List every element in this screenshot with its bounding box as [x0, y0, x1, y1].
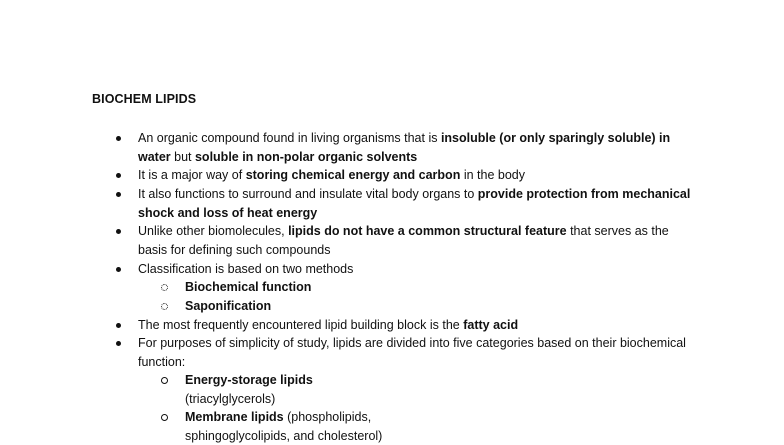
list-item: [138, 222, 698, 259]
sub-list-item: [185, 278, 705, 297]
item-text: Classification is based on two methods: [138, 262, 354, 276]
list-item: [138, 316, 698, 335]
item-text: The most frequently encountered lipid building block is the: [138, 318, 464, 332]
document-title: BIOCHEM LIPIDS: [92, 92, 197, 106]
item-text: It is a major way of: [138, 168, 246, 182]
item-emphasis: Membrane lipids: [185, 410, 284, 424]
bullet-icon: [116, 341, 121, 346]
item-emphasis: insoluble (or only sparingly soluble) in water: [138, 131, 671, 164]
bullet-icon: [116, 267, 121, 272]
bullet-icon: [116, 323, 121, 328]
hollow-bullet-icon: [161, 414, 168, 421]
item-emphasis: lipids do not have a common structural feature: [288, 224, 567, 238]
list-item: [138, 166, 698, 185]
list-item: [138, 129, 698, 166]
sub-list-item: [185, 408, 445, 445]
bullet-icon: [116, 136, 121, 141]
item-emphasis: Biochemical function: [185, 280, 312, 294]
list-item: [138, 334, 698, 371]
item-text: that serves as the basis for defining such compounds: [138, 224, 669, 257]
item-emphasis: Energy-storage lipids: [185, 373, 313, 387]
bullet-icon: [116, 173, 121, 178]
item-emphasis: Saponification: [185, 299, 272, 313]
list-item: [138, 185, 698, 222]
item-text: Unlike other biomolecules,: [138, 224, 289, 238]
item-emphasis: storing chemical energy and carbon: [245, 168, 461, 182]
item-emphasis: provide protection from mechanical shock and loss of heat energy: [138, 187, 691, 220]
item-emphasis: fatty acid: [463, 318, 519, 332]
item-text: but: [170, 149, 195, 164]
item-text: (triacylglycerols): [185, 391, 276, 406]
hollow-bullet-icon: [161, 303, 168, 310]
hollow-bullet-icon: [161, 284, 168, 291]
bullet-icon: [116, 229, 121, 234]
item-text: in the body: [460, 168, 525, 182]
bullet-icon: [116, 192, 121, 197]
sub-list-item: [185, 371, 705, 408]
sub-list-item: [185, 297, 705, 316]
item-emphasis: soluble in non-polar organic solvents: [194, 149, 418, 164]
item-text: It also functions to surround and insulate vital body organs to: [138, 187, 478, 201]
hollow-bullet-icon: [161, 377, 168, 384]
item-text: (phospholipids, sphingoglycolipids, and cholesterol): [185, 410, 383, 443]
item-text: For purposes of simplicity of study, lipids are divided into five categories based on their biochemical function:: [138, 336, 686, 369]
item-text: An organic compound found in living organisms that is: [138, 131, 441, 145]
list-item: [138, 260, 698, 279]
